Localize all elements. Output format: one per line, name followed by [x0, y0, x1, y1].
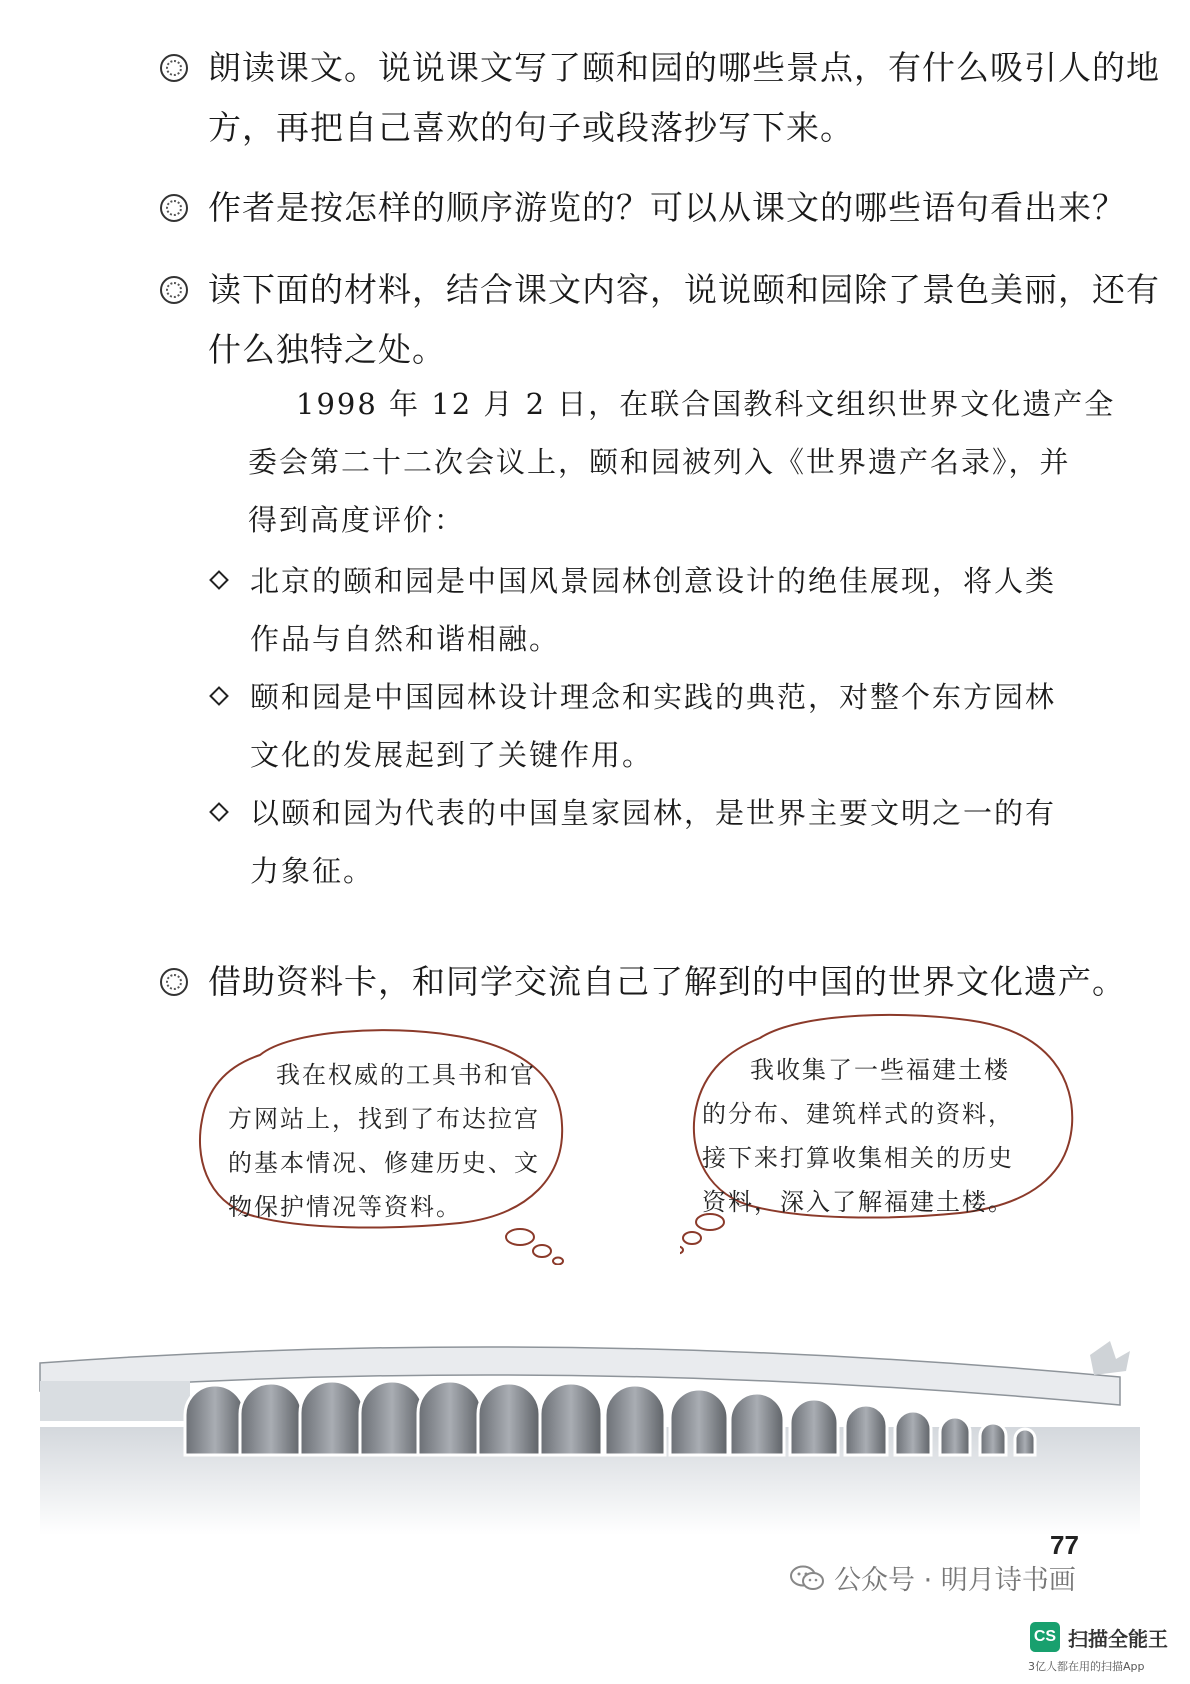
material-line-2: 委会第二十二次会议上，颐和园被列入《世界遗产名录》，并 [248, 445, 1071, 479]
bubble-left-line: 的基本情况、修建历史、文 [228, 1149, 540, 1177]
list-item-line: 作品与自然和谐相融。 [250, 622, 561, 656]
scanner-name: 扫描全能王 [1068, 1626, 1168, 1651]
question-1 [160, 38, 1160, 158]
watermark [790, 1558, 1076, 1597]
bridge-arch [730, 1393, 784, 1455]
bubble-right-line: 我收集了一些福建土楼 [750, 1056, 1010, 1084]
diamond-bullet-icon [209, 570, 229, 590]
list-item-line: 力象征。 [250, 854, 375, 888]
thought-bubble-right [680, 1010, 1080, 1260]
question-3-line-2: 什么独特之处。 [208, 330, 446, 369]
question-3 [160, 260, 1160, 380]
bridge-arch [185, 1385, 245, 1455]
bridge-arch [790, 1399, 838, 1455]
camscanner-logo-icon: CS [1030, 1622, 1060, 1652]
scanner-tagline: 3亿人都在用的扫描App [1028, 1660, 1145, 1673]
seventeen-arch-bridge-illustration [0, 1335, 1190, 1535]
bridge-arch [540, 1383, 602, 1455]
question-marker-icon [160, 276, 188, 304]
scanner-badge [1030, 1622, 1168, 1652]
question-2 [160, 178, 1126, 238]
bridge-arch [418, 1381, 482, 1455]
list-item-line: 北京的颐和园是中国风景园林创意设计的绝佳展现，将人类 [250, 564, 1057, 598]
bridge-arch [940, 1417, 970, 1455]
diamond-bullet-icon [209, 802, 229, 822]
question-1-line-1: 朗读课文。说说课文写了颐和园的哪些景点，有什么吸引人的地 [208, 48, 1160, 87]
bubble-right-line: 资料，深入了解福建土楼。 [702, 1188, 1014, 1216]
question-3-line-1: 读下面的材料，结合课文内容，说说颐和园除了景色美丽，还有 [208, 270, 1160, 309]
question-marker-icon [160, 968, 188, 996]
question-marker-icon [160, 194, 188, 222]
list-item-line: 颐和园是中国园林设计理念和实践的典范，对整个东方园林 [250, 680, 1057, 714]
question-marker-icon [160, 54, 188, 82]
list-item-line: 文化的发展起到了关键作用。 [250, 738, 654, 772]
list-item [208, 668, 1088, 784]
bridge-arch [605, 1385, 665, 1455]
bubble-left-line: 我在权威的工具书和官 [276, 1061, 536, 1089]
question-2-line-1: 作者是按怎样的顺序游览的？可以从课文的哪些语句看出来？ [208, 188, 1126, 227]
watermark-text: 公众号 · 明月诗书画 [834, 1565, 1076, 1596]
material-line-3: 得到高度评价： [248, 503, 466, 537]
bridge-arch [240, 1383, 302, 1455]
bubble-left-line: 物保护情况等资料。 [228, 1193, 462, 1221]
bridge-arch [1015, 1429, 1035, 1455]
question-4-line-1: 借助资料卡，和同学交流自己了解到的中国的世界文化遗产。 [208, 962, 1126, 1001]
bridge-arch [845, 1405, 887, 1455]
list-item-line: 以颐和园为代表的中国皇家园林，是世界主要文明之一的有 [250, 796, 1057, 830]
bridge-arch [300, 1381, 364, 1455]
page-number: 77 [1050, 1530, 1079, 1560]
thought-bubble-left [190, 1025, 580, 1265]
wechat-icon [790, 1565, 824, 1591]
bridge-arch [670, 1389, 728, 1455]
bridge-arch [360, 1381, 424, 1455]
evaluation-list [208, 552, 1088, 900]
material-paragraph [248, 375, 1116, 549]
material-line-1: 1998 年 12 月 2 日，在联合国教科文组织世界文化遗产全 [296, 387, 1116, 421]
question-1-line-2: 方，再把自己喜欢的句子或段落抄写下来。 [208, 108, 854, 147]
list-item [208, 552, 1088, 668]
bridge-arch [478, 1383, 540, 1455]
bubble-left-line: 方网站上，找到了布达拉宫 [228, 1105, 540, 1133]
bridge-arch [980, 1423, 1006, 1455]
bridge-arch [895, 1411, 931, 1455]
list-item [208, 784, 1088, 900]
bubble-right-line: 接下来打算收集相关的历史 [702, 1144, 1014, 1172]
question-4 [160, 952, 1126, 1012]
diamond-bullet-icon [209, 686, 229, 706]
bubble-right-line: 的分布、建筑样式的资料， [702, 1100, 1014, 1128]
